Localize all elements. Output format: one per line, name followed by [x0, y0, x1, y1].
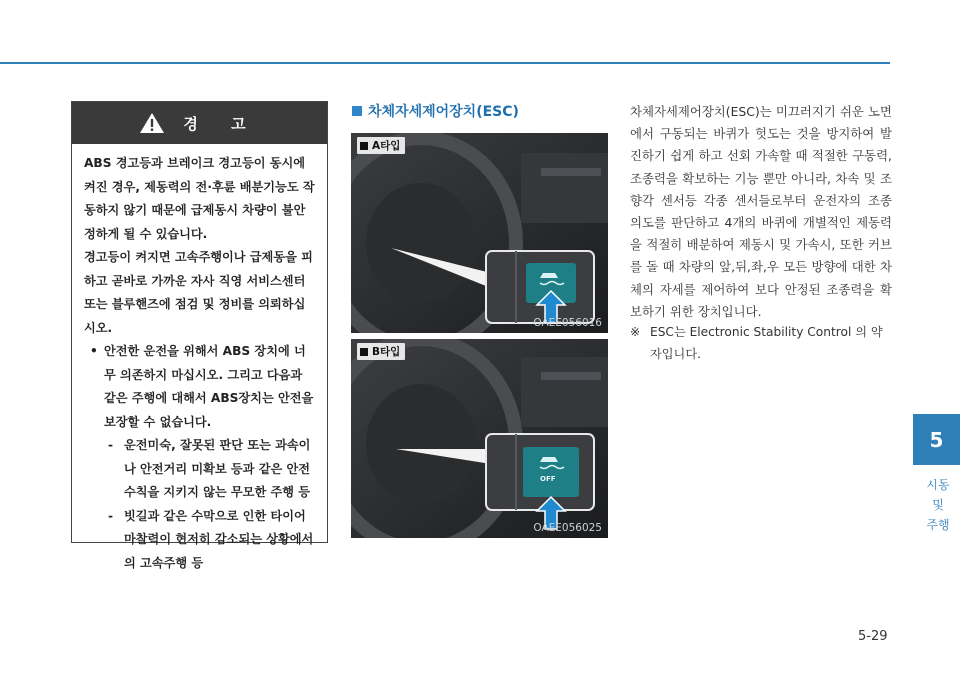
- bullet-text: 안전한 운전을 위해서 ABS 장치에 너무 의존하지 마십시오. 그리고 다음과 같은 주행에 대해서 ABS장치는 안전을 보장할 수 없습니다.: [104, 344, 314, 429]
- dash-text-1: 운전미숙, 잘못된 판단 또는 과속이나 안전거리 미확보 등과 같은 안전수칙을 지키지 않는 무모한 주행 등: [124, 438, 311, 499]
- square-marker-icon: [360, 142, 368, 150]
- warning-paragraph-2: 경고등이 켜지면 고속주행이나 급제동을 피하고 곧바로 가까운 자사 직영 서비스센터 또는 블루핸즈에 점검 및 정비를 의뢰하십시오.: [84, 250, 313, 335]
- chapter-label-line-3: 주행: [926, 518, 950, 532]
- type-label-b: [357, 343, 405, 360]
- warning-bullet: [84, 340, 316, 434]
- image-code-a: OAEE056016: [533, 317, 602, 329]
- warning-header: [72, 102, 327, 144]
- chapter-tab: 5: [913, 414, 960, 465]
- bullet-mark: •: [90, 344, 98, 358]
- type-label-a: [357, 137, 405, 154]
- dashboard-illustration: [351, 133, 608, 333]
- top-rule: [0, 62, 890, 64]
- dash-text-2: 빗길과 같은 수막으로 인한 타이어 마찰력이 현저히 감소되는 상황에서의 고속주행 등: [124, 508, 314, 570]
- chapter-label: [926, 478, 950, 533]
- type-label-text: A타입: [372, 140, 401, 152]
- warning-title: 경 고: [183, 114, 260, 133]
- warning-paragraph-1: ABS 경고등과 브레이크 경고등이 동시에 켜진 경우, 제동력의 전·후륜 배분기능도 작동하지 않기 때문에 급제동시 차량이 불안정하게 될 수 있습니다.: [84, 156, 315, 241]
- warning-triangle-icon: [139, 112, 165, 134]
- esc-description: [630, 101, 892, 323]
- photo-type-b: [351, 339, 608, 538]
- note-text: ESC는 Electronic Stability Control 의 약자입니다.: [650, 325, 883, 362]
- warning-dash-item-1: [84, 434, 316, 505]
- warning-dash-item-2: [84, 505, 316, 576]
- type-label-text: B타입: [372, 346, 401, 358]
- dash-mark: -: [108, 438, 114, 452]
- warning-box: [71, 101, 328, 570]
- chapter-label-line-1: 시동: [926, 478, 950, 492]
- esc-off-text: OFF: [540, 475, 556, 483]
- section-title-text: 차체자세제어장치(ESC): [368, 104, 519, 120]
- note-mark: ※: [630, 325, 641, 339]
- page-number: 5-29: [858, 629, 888, 644]
- description-text: 차체자세제어장치(ESC)는 미끄러지기 쉬운 노면에서 구동되는 바퀴가 헛도는 것을 방지하여 발진하기 쉽게 하고 선회 가속할 때 적절한 구동력, 조종력을 확보하는 기능 뿐만 아니라, 차속 및 조향각 센서등 각종 센서들로부터 운전자의 조종 의도를 판단하고 4개의 바퀴에 개별적인 제동력을 적절히 배분하여 제동시 및 가속시, 또한 커브를 돌 때 차량의 앞,뒤,좌,우 모든 방향에 대한 차체의 자세를 제어하여 보다 안정된 조종력을 확보하기 위한 장치입니다.: [630, 104, 892, 319]
- note: [630, 321, 892, 365]
- chapter-label-line-2: 및: [932, 498, 944, 512]
- dash-mark: -: [108, 508, 114, 523]
- photo-type-a: [351, 133, 608, 333]
- square-bullet-icon: [352, 106, 362, 116]
- warning-body: [72, 144, 327, 575]
- section-title: [352, 101, 519, 121]
- square-marker-icon: [360, 348, 368, 356]
- dashboard-illustration: [351, 339, 608, 538]
- image-code-b: OAEE056025: [533, 522, 602, 534]
